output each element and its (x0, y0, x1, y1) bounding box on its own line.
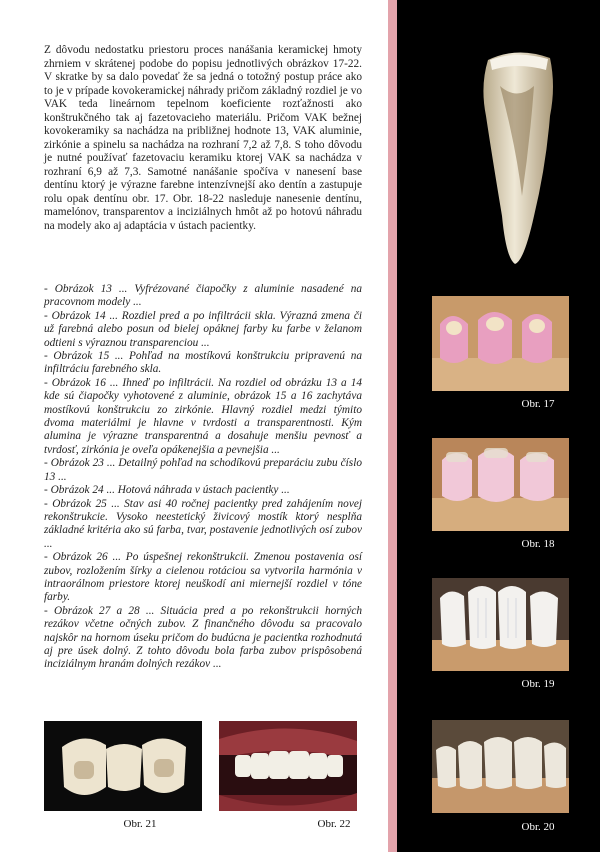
caption-24: - Obrázok 24 ... Hotová náhrada v ústach pacientky ... (44, 484, 290, 497)
photo-obr-20 (432, 720, 569, 813)
figure-captions (44, 283, 362, 672)
body-text (44, 44, 362, 233)
caption-15: - Obrázok 15 ... Pohľad na mostíkovú konštrukciu pripravenú na infiltráciu farebného skla. (44, 350, 362, 376)
photo-obr-17 (432, 296, 569, 391)
tooth-crown-photo (470, 46, 565, 271)
body-paragraph: Z dôvodu nedostatku priestoru proces nanášania keramickej hmoty zhrniem v skrátenej podobe do popisu jednotlivých obrázkov 17-22. V skratke by sa dalo povedať že sa jedná o totožný postup práce ako to je v prípade kovokeramickej náhrady pričom základný rozdiel je vo VAK teda lineárnom tepelnom koeficiente rozťažnosti ako konštrukčného tak aj fazetovacieho materiálu. Pričom VAK bežnej kovokeramiky sa nachádza na približnej hodnote 13, VAK aluminie, zirkónie a spinelu sa nachádza na rozhraní 7,2 až 7,8. S toho dôvodu je nutné používať fazetovaciu keramiku ktorej VAK sa nachádza v rozhraní 6,9 až 7,3. Samotné nanášanie spočíva v nanesení base dentínu ktorý je výrazne farebne intenzívnejší ako dentín a zastupuje rolu opak dentínu obr. 17. Obr. 18-22 nasleduje nanesenie dentínu, mamelónov, transparentov a inciziálnych hmôt až po hotovú náhradu na modely ako aj adaptácia v ústach pacientky. (44, 44, 362, 232)
obr-21-label: Obr. 21 (123, 818, 157, 830)
obr-18-label: Obr. 18 (521, 538, 555, 550)
obr-22-label: Obr. 22 (317, 818, 351, 830)
pink-margin-bar (388, 0, 397, 852)
caption-27-28: - Obrázok 27 a 28 ... Situácia pred a po rekonštrukcii horných rezákov včetne očných zubov. Z finančného dôvodu sa pracovalo najskôr na hornom úseku pričom do budúcna je pacientka rozhodnutá aj pre úsek dolný. Z tohto dôvodu bola farba zubov prispôsobená inciziálnym hranám dolných rezákov ... (44, 604, 362, 671)
photo-obr-21 (44, 721, 202, 811)
caption-16: - Obrázok 16 ... Ihneď po infiltrácii. Na rozdiel od obrázku 13 a 14 kde sú čiapočky vyhotovené z aluminie, obrázok 15 a 16 zachytáva mostíkovú konštrukciu zo zirkónie. Hlavný rozdiel medzi týmito dvoma materiálmi je hlavne v tvrdosti a transparentnosti. Kým alumina je výrazne transparentná a dosahuje menšiu pevnosť a tvrdosť, zirkónia je oveľa opákenejšia a pevnejšia ... (44, 376, 362, 456)
photo-obr-22 (219, 721, 357, 811)
caption-25: - Obrázok 25 ... Stav asi 40 ročnej pacientky pred zahájením novej rekonštrukcie. Vysoko neestetický živicový mostík ktorý nesplňa základné kritéria ako sú farba, tvar, postavenie jednotlivých osí zubov ... (44, 497, 362, 550)
obr-17-label: Obr. 17 (521, 398, 555, 410)
photo-obr-18 (432, 438, 569, 531)
caption-23: - Obrázok 23 ... Detailný pohľad na schodíkovú preparáciu zubu číslo 13 ... (44, 457, 362, 483)
caption-26: - Obrázok 26 ... Po úspešnej rekonštrukcii. Zmenou postavenia osí zubov, rozložením šírky a cielenou rotáciou sa vytvorila harmónia v intraorálnom priestore ktorej neuškodí ani miernejší rozdiel v tóne farby. (44, 551, 362, 604)
obr-19-label: Obr. 19 (521, 678, 555, 690)
caption-13: - Obrázok 13 ... Vyfrézované čiapočky z aluminie nasadené na pracovnom modely ... (44, 283, 362, 309)
photo-obr-19 (432, 578, 569, 671)
caption-14: - Obrázok 14 ... Rozdiel pred a po infiltrácii skla. Výrazná zmena či už farebná alebo posun od bielej opáknej farby ku farbe v želanom odtieni s výraznou transparenciou ... (44, 309, 362, 349)
obr-20-label: Obr. 20 (521, 821, 555, 833)
